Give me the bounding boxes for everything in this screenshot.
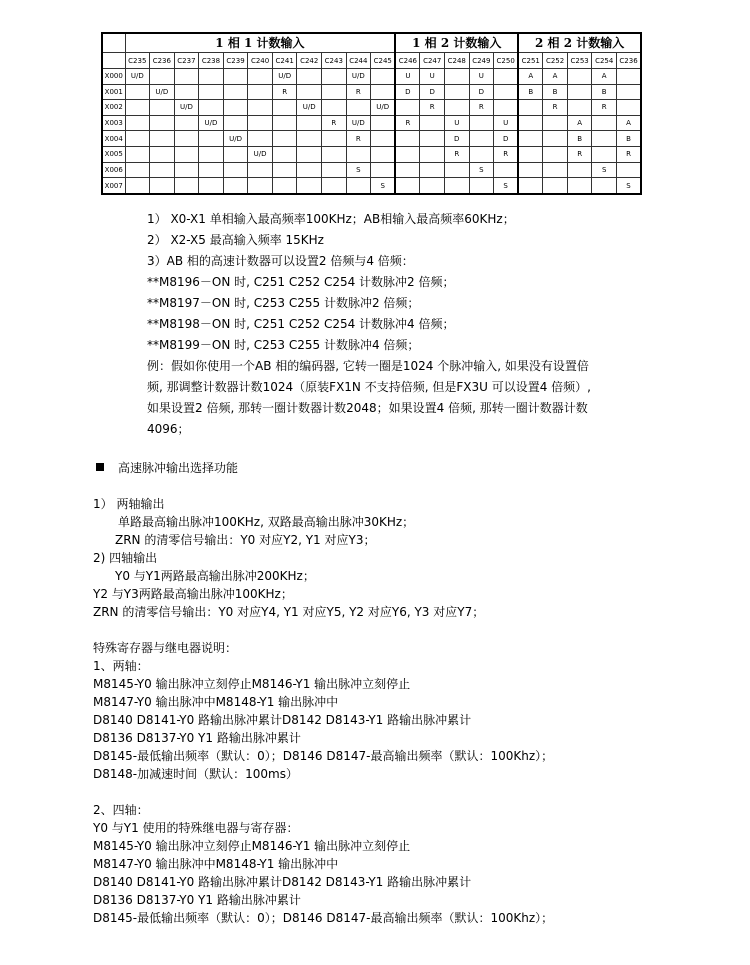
- table-column-header: C249: [469, 53, 494, 69]
- body-line: 1） 两轴输出: [93, 497, 165, 511]
- note-line: 4096；: [147, 422, 190, 436]
- table-column-header: C252: [543, 53, 568, 69]
- table-row-header: X004: [102, 131, 125, 147]
- table-cell: [272, 146, 297, 162]
- table-column-header: C250: [494, 53, 519, 69]
- table-group-header-row: [102, 33, 641, 53]
- table-cell: [592, 131, 617, 147]
- table-cell: [518, 146, 543, 162]
- body-line: 特殊寄存器与继电器说明：: [93, 641, 238, 655]
- table-column-header: C235: [125, 53, 150, 69]
- table-cell: [494, 162, 519, 178]
- table-cell: S: [469, 162, 494, 178]
- body-line: Y0 与Y1 使用的特殊继电器与寄存器：: [93, 821, 299, 835]
- table-cell: [223, 162, 248, 178]
- table-cell: R: [567, 146, 592, 162]
- table-cell: [494, 68, 519, 84]
- table-cell: [494, 100, 519, 116]
- table-cell: S: [494, 178, 519, 194]
- table-cell: U/D: [223, 131, 248, 147]
- table-row-header: X003: [102, 115, 125, 131]
- table-column-header: C247: [420, 53, 445, 69]
- table-cell: [174, 115, 199, 131]
- table-row: [102, 131, 641, 147]
- table-cell: [297, 68, 322, 84]
- table-cell: A: [616, 115, 641, 131]
- table-cell: [125, 131, 150, 147]
- table-cell: [223, 146, 248, 162]
- table-column-header: C236: [616, 53, 641, 69]
- table-cell: [272, 131, 297, 147]
- table-cell: A: [592, 68, 617, 84]
- table-cell: [371, 68, 396, 84]
- table-cell: A: [567, 115, 592, 131]
- table-corner-cell: [102, 53, 125, 69]
- table-group-header: 2 相 2 计数输入: [518, 33, 641, 53]
- table-cell: D: [395, 84, 420, 100]
- table-cell: [248, 68, 273, 84]
- table-cell: [371, 131, 396, 147]
- table-cell: [395, 131, 420, 147]
- table-cell: D: [420, 84, 445, 100]
- table-column-header: C251: [518, 53, 543, 69]
- table-row: [102, 84, 641, 100]
- table-cell: [518, 178, 543, 194]
- table-cell: [322, 146, 347, 162]
- table-cell: [199, 131, 224, 147]
- table-cell: [567, 162, 592, 178]
- table-cell: R: [395, 115, 420, 131]
- table-cell: [125, 84, 150, 100]
- table-cell: [518, 131, 543, 147]
- body-line: D8136 D8137-Y0 Y1 路输出脉冲累计: [93, 893, 301, 907]
- table-cell: R: [346, 84, 371, 100]
- table-cell: B: [616, 131, 641, 147]
- table-cell: [150, 162, 175, 178]
- section-heading: [96, 461, 238, 475]
- table-cell: [150, 146, 175, 162]
- table-row: [102, 178, 641, 194]
- table-cell: [371, 84, 396, 100]
- table-cell: B: [518, 84, 543, 100]
- body-line: 1、两轴：: [93, 659, 149, 673]
- table-cell: R: [494, 146, 519, 162]
- body-line: D8140 D8141-Y0 路输出脉冲累计D8142 D8143-Y1 路输出脉冲累计: [93, 713, 472, 727]
- table-column-header: C246: [395, 53, 420, 69]
- table-cell: [395, 162, 420, 178]
- table-cell: B: [543, 84, 568, 100]
- table-cell: R: [616, 146, 641, 162]
- note-line: **M8198－ON 时, C251 C252 C254 计数脉冲4 倍频；: [147, 317, 455, 331]
- table-cell: [297, 162, 322, 178]
- table-column-header: C248: [444, 53, 469, 69]
- table-cell: [444, 100, 469, 116]
- table-cell: [199, 84, 224, 100]
- table-cell: R: [444, 146, 469, 162]
- table-column-header: C242: [297, 53, 322, 69]
- table-cell: [248, 84, 273, 100]
- table-cell: [322, 68, 347, 84]
- table-cell: [248, 178, 273, 194]
- table-cell: [444, 178, 469, 194]
- table-cell: R: [469, 100, 494, 116]
- table-cell: R: [322, 115, 347, 131]
- table-group-header: 1 相 1 计数输入: [125, 33, 395, 53]
- table-cell: D: [494, 131, 519, 147]
- table-cell: [420, 131, 445, 147]
- table-cell: [420, 162, 445, 178]
- body-line: D8145-最低输出频率（默认：0）；D8146 D8147-最高输出频率（默认：100Khz）；: [93, 749, 554, 763]
- table-row-header: X007: [102, 178, 125, 194]
- table-column-header: C244: [346, 53, 371, 69]
- table-cell: U: [420, 68, 445, 84]
- table-cell: [592, 146, 617, 162]
- table-cell: [297, 84, 322, 100]
- table-cell: U/D: [199, 115, 224, 131]
- table-cell: [469, 178, 494, 194]
- table-cell: [494, 84, 519, 100]
- body-line: ZRN 的清零信号输出：Y0 对应Y4, Y1 对应Y5, Y2 对应Y6, Y3 对应Y7；: [93, 605, 485, 619]
- table-cell: U: [494, 115, 519, 131]
- table-column-header: C238: [199, 53, 224, 69]
- table-cell: [518, 115, 543, 131]
- table-cell: [395, 146, 420, 162]
- table-group-header: 1 相 2 计数输入: [395, 33, 518, 53]
- table-column-header: C254: [592, 53, 617, 69]
- table-cell: [125, 115, 150, 131]
- body-line: 2) 四轴输出: [93, 551, 158, 565]
- table-row: [102, 162, 641, 178]
- table-cell: [174, 162, 199, 178]
- note-line: 频, 那调整计数器计数1024（原装FX1N 不支持倍频, 但是FX3U 可以设置4 倍频）,: [147, 380, 591, 394]
- table-cell: [322, 100, 347, 116]
- table-cell: [469, 115, 494, 131]
- body-line: Y0 与Y1两路最高输出脉冲200KHz；: [115, 569, 315, 583]
- table-cell: [567, 178, 592, 194]
- table-cell: [297, 146, 322, 162]
- table-cell: B: [567, 131, 592, 147]
- table-cell: [174, 68, 199, 84]
- table-cell: B: [592, 84, 617, 100]
- table-column-header: C236: [150, 53, 175, 69]
- table-cell: [543, 115, 568, 131]
- table-cell: [272, 115, 297, 131]
- note-line: 1） X0-X1 单相输入最高频率100KHz；AB相输入最高频率60KHz；: [147, 212, 515, 226]
- table-cell: [322, 162, 347, 178]
- table-cell: [543, 178, 568, 194]
- body-line: D8148-加减速时间（默认：100ms）: [93, 767, 298, 781]
- table-cell: S: [371, 178, 396, 194]
- table-cell: [297, 115, 322, 131]
- table-column-header: C240: [248, 53, 273, 69]
- table-column-header: C241: [272, 53, 297, 69]
- table-cell: [297, 178, 322, 194]
- table-cell: [616, 100, 641, 116]
- table-cell: [322, 131, 347, 147]
- counter-assignment-table: [101, 32, 642, 195]
- table-cell: U/D: [346, 68, 371, 84]
- body-line: 2、四轴：: [93, 803, 149, 817]
- table-column-header: C237: [174, 53, 199, 69]
- table-cell: [444, 84, 469, 100]
- table-cell: [567, 84, 592, 100]
- table-cell: [199, 146, 224, 162]
- table-row-header: X002: [102, 100, 125, 116]
- table-cell: [346, 146, 371, 162]
- square-bullet-icon: [96, 463, 104, 471]
- table-cell: [444, 162, 469, 178]
- table-cell: R: [272, 84, 297, 100]
- body-line: ZRN 的清零信号输出：Y0 对应Y2, Y1 对应Y3；: [115, 533, 376, 547]
- table-cell: [199, 162, 224, 178]
- table-cell: D: [469, 84, 494, 100]
- table-cell: [420, 146, 445, 162]
- table-cell: U: [395, 68, 420, 84]
- table-row: [102, 100, 641, 116]
- table-cell: [272, 178, 297, 194]
- note-line: **M8199－ON 时, C253 C255 计数脉冲4 倍频；: [147, 338, 420, 352]
- table-cell: A: [543, 68, 568, 84]
- table-cell: [223, 84, 248, 100]
- body-line: Y2 与Y3两路最高输出脉冲100KHz；: [93, 587, 293, 601]
- table-cell: [567, 100, 592, 116]
- table-cell: U/D: [346, 115, 371, 131]
- body-line: M8145-Y0 输出脉冲立刻停止M8146-Y1 输出脉冲立刻停止: [93, 677, 411, 691]
- table-cell: U: [444, 115, 469, 131]
- table-cell: [616, 84, 641, 100]
- table-cell: [543, 162, 568, 178]
- table-cell: U/D: [174, 100, 199, 116]
- table-cell: [322, 84, 347, 100]
- table-cell: [223, 178, 248, 194]
- table-cell: R: [592, 100, 617, 116]
- table-column-header: C253: [567, 53, 592, 69]
- table-cell: [223, 115, 248, 131]
- table-column-header: C245: [371, 53, 396, 69]
- table-cell: R: [543, 100, 568, 116]
- table-cell: [395, 178, 420, 194]
- table-cell: [420, 115, 445, 131]
- table-cell: U/D: [272, 68, 297, 84]
- table-cell: A: [518, 68, 543, 84]
- table-cell: U/D: [297, 100, 322, 116]
- table-row-header: X006: [102, 162, 125, 178]
- table-cell: [125, 178, 150, 194]
- table-cell: [125, 100, 150, 116]
- body-line: D8136 D8137-Y0 Y1 路输出脉冲累计: [93, 731, 301, 745]
- table-cell: [199, 178, 224, 194]
- table-cell: [248, 162, 273, 178]
- table-cell: R: [346, 131, 371, 147]
- table-cell: [543, 146, 568, 162]
- table-corner-cell: [102, 33, 125, 53]
- table-cell: [346, 178, 371, 194]
- section-title: 高速脉冲输出选择功能: [118, 461, 239, 475]
- table-row: [102, 68, 641, 84]
- table-cell: [199, 68, 224, 84]
- table-cell: [346, 100, 371, 116]
- table-row: [102, 146, 641, 162]
- table-cell: R: [420, 100, 445, 116]
- table-cell: [150, 68, 175, 84]
- table-cell: [616, 68, 641, 84]
- table-cell: [616, 162, 641, 178]
- table-cell: [543, 131, 568, 147]
- table-row-header: X000: [102, 68, 125, 84]
- table-cell: [125, 162, 150, 178]
- table-cell: [150, 100, 175, 116]
- body-line: D8140 D8141-Y0 路输出脉冲累计D8142 D8143-Y1 路输出脉冲累计: [93, 875, 472, 889]
- table-cell: [469, 146, 494, 162]
- table-cell: [248, 115, 273, 131]
- table-cell: U/D: [371, 100, 396, 116]
- table-cell: [150, 131, 175, 147]
- table-cell: [297, 131, 322, 147]
- table-column-header-row: [102, 53, 641, 69]
- table-cell: S: [616, 178, 641, 194]
- note-line: 2） X2-X5 最高输入频率 15KHz: [147, 233, 324, 247]
- body-line: M8145-Y0 输出脉冲立刻停止M8146-Y1 输出脉冲立刻停止: [93, 839, 411, 853]
- table-cell: [322, 178, 347, 194]
- table-cell: S: [346, 162, 371, 178]
- table-cell: U/D: [125, 68, 150, 84]
- table-cell: [150, 178, 175, 194]
- note-line: 例：假如你使用一个AB 相的编码器, 它转一圈是1024 个脉冲输入, 如果没有设置倍: [147, 359, 589, 373]
- table-row: [102, 115, 641, 131]
- table-cell: [223, 68, 248, 84]
- table-cell: [223, 100, 248, 116]
- table-column-header: C239: [223, 53, 248, 69]
- table-row-header: X005: [102, 146, 125, 162]
- table-cell: [272, 162, 297, 178]
- note-line: **M8197－ON 时, C253 C255 计数脉冲2 倍频；: [147, 296, 420, 310]
- table-cell: [199, 100, 224, 116]
- table-cell: U: [469, 68, 494, 84]
- table-cell: [174, 146, 199, 162]
- note-line: 如果设置2 倍频, 那转一圈计数器计数2048；如果设置4 倍频, 那转一圈计数器计数: [147, 401, 588, 415]
- table-cell: D: [444, 131, 469, 147]
- table-cell: [592, 178, 617, 194]
- note-line: **M8196－ON 时, C251 C252 C254 计数脉冲2 倍频；: [147, 275, 455, 289]
- table-cell: [248, 131, 273, 147]
- table-cell: [592, 115, 617, 131]
- table-cell: S: [592, 162, 617, 178]
- table-cell: [371, 146, 396, 162]
- table-cell: [518, 100, 543, 116]
- table-cell: [371, 115, 396, 131]
- table-cell: [518, 162, 543, 178]
- table-cell: [248, 100, 273, 116]
- table-cell: [395, 100, 420, 116]
- table-cell: [567, 68, 592, 84]
- table-cell: [420, 178, 445, 194]
- table-column-header: C243: [322, 53, 347, 69]
- note-line: 3）AB 相的高速计数器可以设置2 倍频与4 倍频：: [147, 254, 414, 268]
- table-cell: [174, 178, 199, 194]
- table-cell: [371, 162, 396, 178]
- body-line: M8147-Y0 输出脉冲中M8148-Y1 输出脉冲中: [93, 695, 339, 709]
- table-cell: [150, 115, 175, 131]
- table-cell: [125, 146, 150, 162]
- table-cell: U/D: [248, 146, 273, 162]
- table-cell: [174, 131, 199, 147]
- table-cell: [469, 131, 494, 147]
- table-cell: [174, 84, 199, 100]
- body-line: M8147-Y0 输出脉冲中M8148-Y1 输出脉冲中: [93, 857, 339, 871]
- table-cell: U/D: [150, 84, 175, 100]
- table-row-header: X001: [102, 84, 125, 100]
- body-line: 单路最高输出脉冲100KHz, 双路最高输出脉冲30KHz；: [118, 515, 415, 529]
- table-cell: [444, 68, 469, 84]
- body-line: D8145-最低输出频率（默认：0）；D8146 D8147-最高输出频率（默认：100Khz）；: [93, 911, 554, 925]
- table-cell: [272, 100, 297, 116]
